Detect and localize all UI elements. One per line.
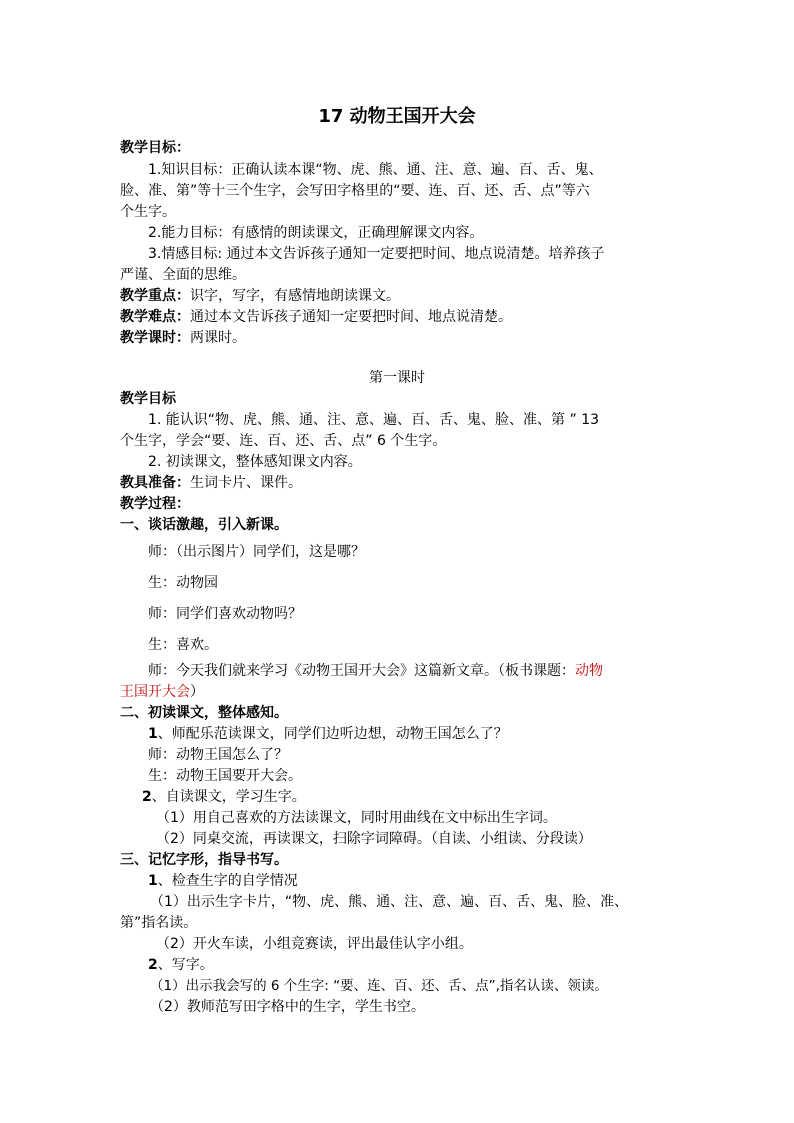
goal-line: 1.知识目标：正确认读本课“物、虎、熊、通、注、意、遍、百、舌、鬼、	[148, 162, 603, 178]
board-title-red-cont: 王国开大会	[120, 684, 190, 700]
difficulty-text: 通过本文告诉孩子通知一定要把时间、地点说清楚。	[190, 309, 512, 325]
dialogue-line: 师：（出示图片）同学们，这是哪？	[148, 544, 365, 560]
dialogue-line: 生：动物园	[148, 575, 218, 591]
tools-text: 生词卡片、课件。	[190, 475, 302, 491]
goal-line: 个生字。	[120, 204, 176, 220]
step-text: 、师配乐范读课文，同学们边听边想，动物王国怎么了？	[157, 726, 508, 742]
sub-step-line: （1）出示我会写的 6 个生字: “要、连、百、还、舌、点”,指名认读、领读。	[150, 978, 608, 994]
step-line	[120, 787, 702, 807]
section-heading: 二、初读课文，整体感知。	[120, 705, 288, 721]
process-label: 教学过程：	[120, 496, 190, 512]
lesson-goal-line: 个生字，学会“要、连、百、还、舌、点” 6 个生字。	[120, 433, 447, 449]
goal-line: 3.情感目标: 通过本文告诉孩子通知一定要把时间、地点说清楚。培养孩子	[148, 246, 605, 262]
sub-step-line: （1）出示生字卡片，“物、虎、熊、通、注、意、遍、百、舌、鬼、脸、准、	[150, 894, 629, 910]
step-number: 2	[142, 789, 152, 805]
step-number: 2	[148, 957, 158, 973]
board-title-close: ）	[190, 684, 204, 700]
lesson-goal-line: 1. 能认识“物、虎、熊、通、注、意、遍、百、舌、鬼、脸、准、第 ” 13	[148, 412, 600, 428]
hours-label: 教学课时：	[120, 330, 190, 346]
step-line	[120, 955, 708, 975]
section-heading: 一、谈话激趣，引入新课。	[120, 517, 288, 533]
sub-step-line: （1）用自己喜欢的方法读课文，同时用曲线在文中标出生字词。	[156, 810, 557, 826]
difficulty-points	[120, 307, 680, 327]
tools-label: 教具准备：	[120, 475, 190, 491]
step-line	[120, 871, 708, 891]
goal-line: 严谨、全面的思维。	[120, 267, 246, 283]
step-text: 、检查生字的自学情况	[157, 873, 298, 889]
step-number: 1	[148, 726, 158, 742]
key-text: 识字，写字，有感情地朗读课文。	[190, 288, 400, 304]
hours-text: 两课时。	[190, 330, 246, 346]
class-hours	[120, 328, 680, 348]
sub-step-line: （2）开火车读，小组竞赛读，评出最佳认字小组。	[156, 936, 473, 952]
teacher-text: 师：今天我们就来学习《动物王国开大会》这篇新文章。（板书课题：	[148, 663, 575, 679]
document-title: 17 动物王国开大会	[318, 106, 476, 127]
dialogue-line: 生：动物王国要开大会。	[148, 768, 302, 784]
key-points	[120, 286, 680, 306]
dialogue-line	[120, 661, 708, 681]
step-number: 1	[148, 873, 158, 889]
goal-line: 2.能力目标：有感情的朗读课文，正确理解课文内容。	[148, 225, 484, 241]
lesson-goal-line: 2. 初读课文，整体感知课文内容。	[148, 454, 362, 470]
step-line	[120, 724, 708, 744]
sub-step-line: （2）教师范写田字格中的生字，学生书空。	[150, 999, 425, 1015]
section-heading: 三、记忆字形，指导书写。	[120, 852, 288, 868]
board-title-red: 动物	[575, 663, 603, 679]
step-text: 、自读课文，学习生字。	[151, 789, 306, 805]
difficulty-label: 教学难点：	[120, 309, 190, 325]
goals-label: 教学目标：	[120, 140, 190, 156]
goal-line: 脸、准、第”等十三个生字，会写田字格里的“要、连、百、还、舌、点”等六	[120, 183, 590, 199]
lesson-heading: 第一课时	[369, 370, 425, 386]
sub-step-line: 第”指名读。	[120, 915, 198, 931]
dialogue-line: 生：喜欢。	[148, 637, 218, 653]
key-label: 教学重点：	[120, 288, 190, 304]
sub-step-line: （2）同桌交流，再读课文，扫除字词障碍。（自读、小组读、分段读）	[156, 831, 592, 847]
dialogue-line: 师：同学们喜欢动物吗？	[148, 606, 302, 622]
dialogue-line	[120, 682, 680, 702]
lesson-goals-label: 教学目标	[120, 391, 176, 407]
dialogue-line: 师：动物王国怎么了？	[148, 747, 288, 763]
step-text: 、写字。	[157, 957, 214, 973]
tools-line	[120, 473, 680, 493]
